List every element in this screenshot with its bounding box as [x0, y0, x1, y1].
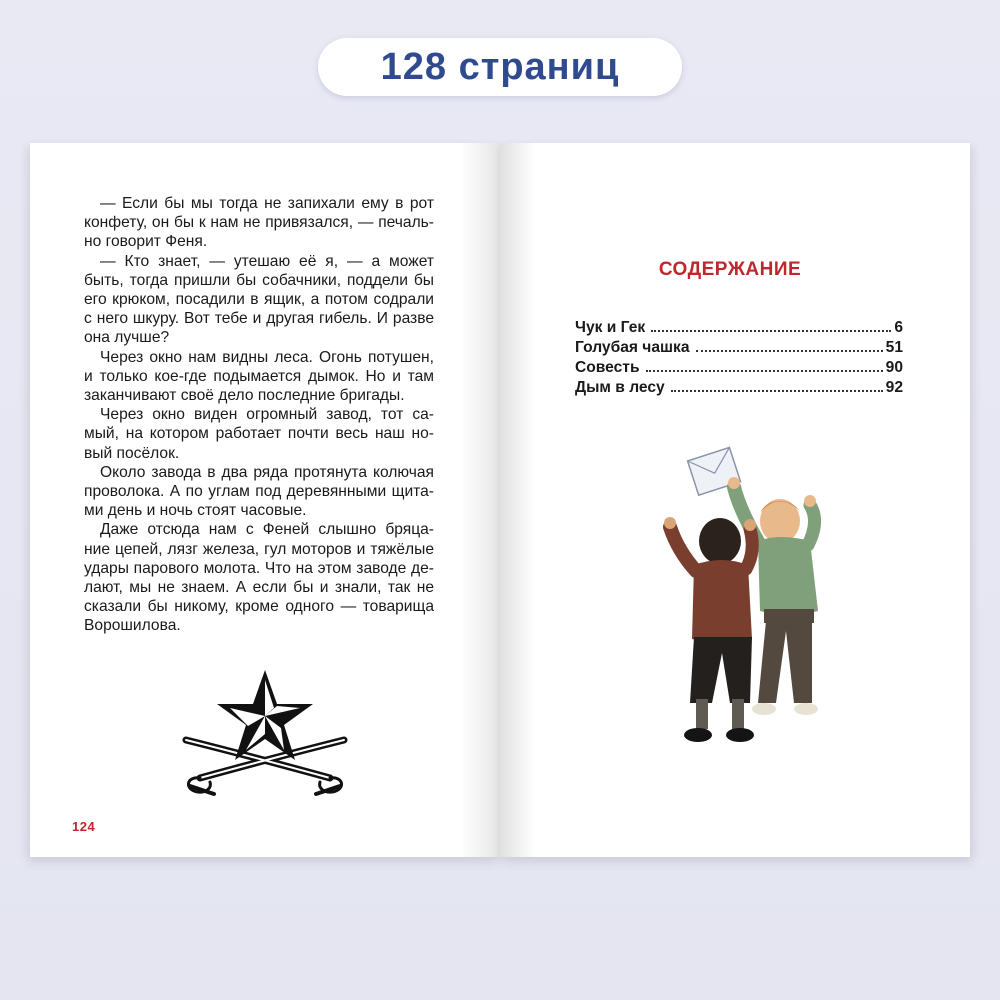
- page-count-badge: [318, 38, 682, 96]
- page-number: 124: [72, 819, 96, 834]
- text-line: Через окно виден огромный завод, тот са-: [100, 406, 434, 424]
- toc-leader-dots: [646, 359, 883, 372]
- text-line: но говорит Феня.: [84, 233, 208, 251]
- text-line: вый посёлок.: [84, 444, 180, 462]
- text-line: ми день и ночь стоят часовые.: [84, 502, 307, 520]
- page-count-text: 128 страниц: [380, 45, 620, 88]
- text-line: его крюком, посадили в ящик, а потом содрали: [84, 291, 434, 309]
- text-line: конфету, он бы к нам не привязался, — печаль-: [84, 214, 434, 232]
- star-with-crossed-sabers-icon: [180, 668, 350, 798]
- toc-leader-dots: [651, 319, 891, 332]
- text-line: заканчивают своё дело последние бригады.: [84, 387, 405, 405]
- text-line: Ворошилова.: [84, 617, 181, 635]
- text-line: Через окно нам видны леса. Огонь потушен,: [100, 348, 434, 366]
- two-boys-with-letter-illustration: [660, 441, 850, 761]
- toc-entry[interactable]: [575, 379, 903, 399]
- left-page: [30, 143, 500, 857]
- toc-title: СОДЕРЖАНИЕ: [658, 259, 802, 280]
- text-line: — Если бы мы тогда не запихали ему в рот: [100, 195, 434, 212]
- toc-entry-page: 90: [885, 359, 903, 376]
- toc-entry[interactable]: [575, 339, 903, 359]
- text-line: Около завода в два ряда протянута колючая: [100, 463, 434, 481]
- toc-entry[interactable]: [575, 319, 903, 339]
- text-line: сказали бы никому, кроме одного — товарища: [84, 598, 434, 616]
- table-of-contents: [575, 319, 903, 399]
- toc-entry-title: Дым в лесу: [575, 379, 665, 396]
- toc-entry[interactable]: [575, 359, 903, 379]
- toc-entry-page: 51: [885, 339, 903, 356]
- text-line: быть, тогда пришли бы собачники, поддели бы: [84, 271, 434, 289]
- text-line: с него шкуру. Вот тебе и другая гибель. И разве: [84, 310, 434, 328]
- text-line: лают, мы не знаем. А если бы и знали, так не: [84, 579, 434, 597]
- text-line: ние цепей, лязг железа, гул моторов и тяжёлые: [84, 540, 434, 558]
- open-book: [30, 143, 970, 857]
- text-line: проволока. А по углам под деревянными щита-: [84, 483, 434, 501]
- body-text: [84, 194, 434, 636]
- toc-entry-page: 92: [885, 379, 903, 396]
- text-line: мый, на котором работает почти весь наш но-: [84, 425, 434, 443]
- toc-leader-dots: [696, 339, 883, 352]
- text-line: удары парового молота. Что на этом заводе де-: [84, 559, 434, 577]
- toc-entry-title: Чук и Гек: [575, 319, 646, 336]
- toc-leader-dots: [671, 379, 883, 392]
- text-line: — Кто знает, — утешаю её я, — а может: [100, 252, 434, 270]
- toc-entry-title: Голубая чашка: [575, 339, 690, 356]
- text-line: она лучше?: [84, 329, 170, 347]
- toc-entry-page: 6: [894, 319, 903, 336]
- right-page: [500, 143, 970, 857]
- toc-entry-title: Совесть: [575, 359, 640, 376]
- text-line: и только кое-где подымается дымок. Но и там: [84, 367, 434, 385]
- text-line: Даже отсюда нам с Феней слышно бряца-: [100, 521, 434, 539]
